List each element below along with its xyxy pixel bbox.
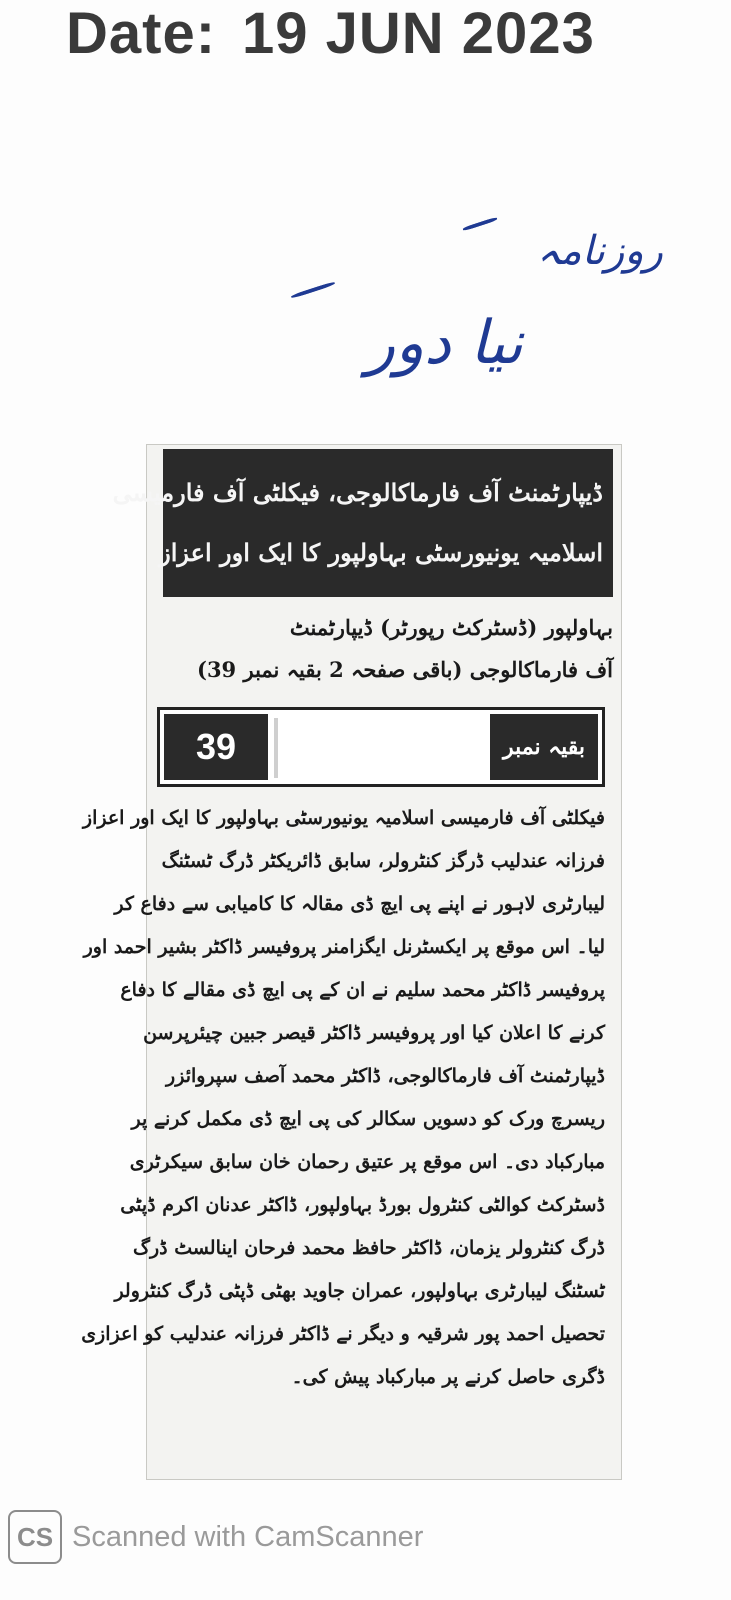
body-line: پروفیسر ڈاکٹر محمد سلیم نے ان کے پی ایچ ڈی مقالے کا دفاع — [120, 979, 605, 1001]
camscanner-icon: CS — [8, 1510, 62, 1564]
intro-paragraph — [161, 607, 613, 691]
body-line: لیا۔ اس موقع پر ایکسٹرنل ایگزامنر پروفیسر ڈاکٹر بشیر احمد اور — [83, 936, 605, 958]
continuation-label: بقیہ نمبر — [490, 714, 598, 780]
body-line: ریسرچ ورک کو دسویں سکالر کی پی ایچ ڈی مکمل کرنے پر — [131, 1108, 605, 1130]
date-stamp — [66, 0, 595, 67]
divider — [274, 718, 278, 778]
article-body — [81, 797, 605, 1399]
body-line: ڈگری حاصل کرنے پر مبارکباد پیش کی۔ — [291, 1366, 605, 1388]
scanner-text: Scanned with CamScanner — [72, 1520, 424, 1553]
headline-line: ڈیپارٹمنٹ آف فارماکالوجی، فیکلٹی آف فارمیسی — [112, 478, 603, 507]
body-line: ڈیپارٹمنٹ آف فارماکالوجی، ڈاکٹر محمد آصف سپروائزر — [166, 1065, 605, 1087]
continuation-number: 39 — [164, 714, 268, 780]
body-line: مبارکباد دی۔ اس موقع پر عتیق رحمان خان سابق سیکرٹری — [129, 1151, 605, 1173]
body-line: فیکلٹی آف فارمیسی اسلامیہ یونیورسٹی بہاولپور کا ایک اور اعزاز — [82, 807, 605, 829]
handwritten-newspaper-name: نیا دور — [366, 308, 523, 378]
date-value: 19 JUN 2023 — [242, 1, 595, 66]
date-label: Date: — [66, 1, 217, 66]
headline-box — [112, 449, 613, 597]
body-line: ڈسٹرکٹ کوالٹی کنٹرول بورڈ بہاولپور، ڈاکٹر عدنان اکرم ڈپٹی — [120, 1194, 605, 1216]
body-line: ڈرگ کنٹرولر یزمان، ڈاکٹر حافظ محمد فرحان اینالسٹ ڈرگ — [132, 1237, 605, 1259]
body-line: کرنے کا اعلان کیا اور پروفیسر ڈاکٹر قیصر جبین چیئرپرسن — [143, 1022, 605, 1044]
scanner-watermark — [8, 1510, 423, 1564]
body-line: لیبارٹری لاہور نے اپنے پی ایچ ڈی مقالہ کا کامیابی سے دفاع کر — [114, 893, 605, 915]
body-line: فرزانہ عندلیب ڈرگز کنٹرولر، سابق ڈائریکٹر ڈرگ ٹسٹنگ — [161, 850, 605, 872]
body-line: ٹسٹنگ لیبارٹری بہاولپور، عمران جاوید بھٹی ڈپٹی ڈرگ کنٹرولر — [114, 1280, 605, 1302]
intro-line: بہاولپور (ڈسٹرکٹ رپورٹر) ڈیپارٹمنٹ — [289, 615, 613, 640]
intro-line: آف فارماکالوجی (باقی صفحہ 2 بقیہ نمبر 39) — [197, 657, 613, 682]
headline-line: اسلامیہ یونیورسٹی بہاولپور کا ایک اور اعزاز — [159, 538, 603, 567]
continuation-banner — [157, 707, 605, 787]
handwriting-stroke — [462, 217, 497, 232]
handwriting-stroke — [291, 281, 336, 299]
body-line: تحصیل احمد پور شرقیہ و دیگر نے ڈاکٹر فرزانہ عندلیب کو اعزازی — [81, 1323, 605, 1345]
handwritten-newspaper-label: روزنامہ — [536, 228, 663, 274]
newspaper-clipping — [81, 444, 622, 1480]
